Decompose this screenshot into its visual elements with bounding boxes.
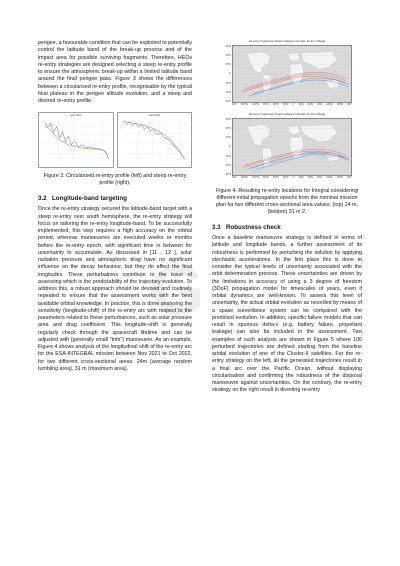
world-map-top	[232, 45, 352, 103]
lon-tick: 120°W	[251, 177, 259, 179]
lat-tick: 30°S	[225, 81, 231, 85]
map-bottom-title: Re-entry Trajectories (Solar Irradiance Intervals: 31-34 m²/Drag)	[248, 113, 326, 116]
lat-axis-top	[220, 45, 231, 103]
map-bottom	[220, 113, 354, 183]
lat-tick: 30°S	[225, 154, 231, 158]
lon-tick: 30°W	[282, 104, 289, 106]
lon-tick: 150°W	[240, 104, 248, 106]
paragraph-robustness-check: Once a baseline manoeuvre strategy is defined in terms of latitude and longitude bands, a further assessment of its robustness is performed by perturbing the solution by applying stochastic accelerations. In the first place this is done to consider the typical levels of uncertainty associated with the orbit determination process. These uncertainties are driven by the limitations in accuracy of using a 3 degree of freedom (3DoF) propagation model for timescales of years, even if orbital dynamics are well-known. To assess this level of uncertainty, the actual orbital evolution as recorded by means of a space surveillance system can be compared with the predicted evolution. In addition, specific failure models that can result in spurious delta-v (e.g. battery failure, propellant leakage) can also be included in the assessment. Two examples of such analysis are shown in Figure 5 where 100 perturbed trajectories are defined starting from the baseline orbital evolution of one of the Cluster-II satellites. For the re-entry strategy on the left, all the generated trajectories result in a final arc over the Pacific Ocean, without displaying circularisation and confirming the robustness of the disposal manoeuvre against uncertainties. On the contrary, the re-entry strategy on the right result in diverting re-entry	[212, 235, 362, 394]
lon-tick: 0°	[292, 177, 295, 179]
lat-tick: 30°N	[225, 63, 231, 67]
lon-tick: 120°W	[251, 104, 259, 106]
lon-tick: 150°E	[336, 177, 343, 179]
lon-tick: 180°	[232, 177, 237, 179]
lon-tick: 90°W	[263, 104, 269, 106]
plot-right-title: Last Orbit	[148, 114, 160, 118]
section-number: 3.3	[212, 224, 221, 231]
lon-tick: 60°E	[307, 177, 313, 179]
lon-tick: 60°W	[272, 104, 279, 106]
circularised-profile-plot	[38, 112, 114, 168]
section-title: Robustness check	[226, 224, 281, 231]
lon-tick: 120°E	[326, 177, 333, 179]
figure-3	[38, 112, 192, 168]
lon-tick: 150°E	[336, 104, 343, 106]
paragraph-perigee: perigee, a favourable condition that can be exploited to potentially control the latitude band of the break-up process and of the impact area for possible surviving fragments. Therefore, HEOs re-entry strategies are designed selecting a steep re-entry profile to ensure the atmospheric break-up within a limited latitude band around the final perigee pass. Figure 3 shows the differences between a circularised re-entry profile, recognisable by the typical final plateau in the perigee altitude evolution, and a steep and desired re-entry profile.	[38, 40, 193, 104]
lon-tick: 30°W	[282, 177, 289, 179]
lon-tick: 90°E	[317, 104, 323, 106]
lon-tick: 180°	[232, 104, 237, 106]
lat-axis-bottom	[220, 118, 231, 176]
lat-tick: 90°S	[225, 99, 231, 103]
map-bottom-label-nov-2021: Nov 2021	[318, 153, 336, 158]
lat-tick: 90°S	[225, 172, 231, 176]
plot-left-title: Low Orbit	[70, 114, 82, 118]
map-top-label-nov-2021: Nov 2021	[312, 72, 330, 77]
section-heading-3-2	[38, 195, 192, 203]
map-bottom-label-oct-2022: Oct 2022	[268, 157, 285, 162]
section-number: 3.2	[38, 195, 47, 203]
lon-tick: 60°W	[272, 177, 279, 179]
lon-tick: 0°	[292, 104, 295, 106]
lon-tick: 30°E	[298, 177, 304, 179]
lon-tick: 180°	[347, 104, 352, 106]
section-title: Longitude-band targeting	[52, 195, 127, 203]
lon-tick: 150°W	[240, 177, 248, 179]
lon-axis-bottom	[232, 177, 352, 179]
map-top-label-oct-2022: Oct 2022	[262, 78, 279, 83]
lon-tick: 120°E	[326, 104, 333, 106]
lon-tick: 180°	[347, 177, 352, 179]
right-column	[212, 40, 362, 395]
paragraph-longitude-targeting: Once the re-entry strategy secured the latitude-band target with a steep re-entry over south hemisphere, the re-entry strategy will focus on tailoring the re-entry longitude-band. To be successfully implemented, this step requires a high accuracy on the orbital period, whereas manoeuvres are executed weeks or months before the re-entry epoch, with significant time in between for uncertainty to accumulate. As discussed in [11 , 12 ], solar radiation pressure and atmospheric drag have no significant influence on the decay behaviour, but they do affect the final longitudes. These perturbations contribute to the issue of assessing which is the predictability of the trajectory evolution. To address this, a robust approach should be devised and routinely repeated to ensure that the assessment works with the best available orbital knowledge. In practice, this is done analysing the sensitivity (longitude-shift) of the re-entry arc with respect to the parameters related to these perturbances, such as solar pressure area and drag coefficient. This longitude-shift is generally regularly check through the spacecraft lifetime and can be adjusted with (generally small "trim") manoeuvre. As an example, Figure 4 shows analysis of the longitudinal shift of the re-entry arc for the ESA-INTEGRAL mission between Nov 2021 to Oct 2022, for two different cross-sectional areas: 24m (average random tumbling area), 31 m (maximum area).	[38, 206, 192, 372]
lat-tick: 0°	[228, 145, 231, 149]
lat-tick: 60°S	[225, 163, 231, 167]
lat-tick: 60°N	[225, 54, 231, 58]
lat-tick: 60°S	[225, 90, 231, 94]
lat-tick: 90°N	[225, 118, 231, 121]
lon-axis-top	[232, 104, 352, 106]
figure-3-caption: Figure 3. Circularised re-entry profile (left) and steep re-entry profile (right).	[43, 173, 187, 187]
map-top-title: Re-entry Trajectories (Solar Irradiance Intervals: 24-31 m²/Drag)	[248, 40, 326, 43]
lat-tick: 0°	[228, 72, 231, 76]
left-column	[38, 40, 192, 373]
world-map-bottom	[232, 118, 352, 176]
lon-tick: 60°E	[307, 104, 313, 106]
lon-tick: 90°W	[263, 177, 269, 179]
map-top	[220, 40, 354, 110]
section-heading-3-3	[212, 224, 362, 232]
lat-tick: 60°N	[225, 127, 231, 131]
lat-tick: 30°N	[225, 136, 231, 140]
figure-4-caption: Figure 4. Resulting re-entry locations for Integral considering different initial propagation epochs from the nominal mission plan for two different cross-sectional area values: (top) 24 m, (bottom) 31 m 2.	[215, 188, 359, 215]
lon-tick: 90°E	[317, 177, 323, 179]
watermark: G	[150, 251, 205, 329]
lon-tick: 30°E	[298, 104, 304, 106]
lat-tick: 90°N	[225, 45, 231, 48]
steep-profile-plot	[117, 112, 193, 168]
